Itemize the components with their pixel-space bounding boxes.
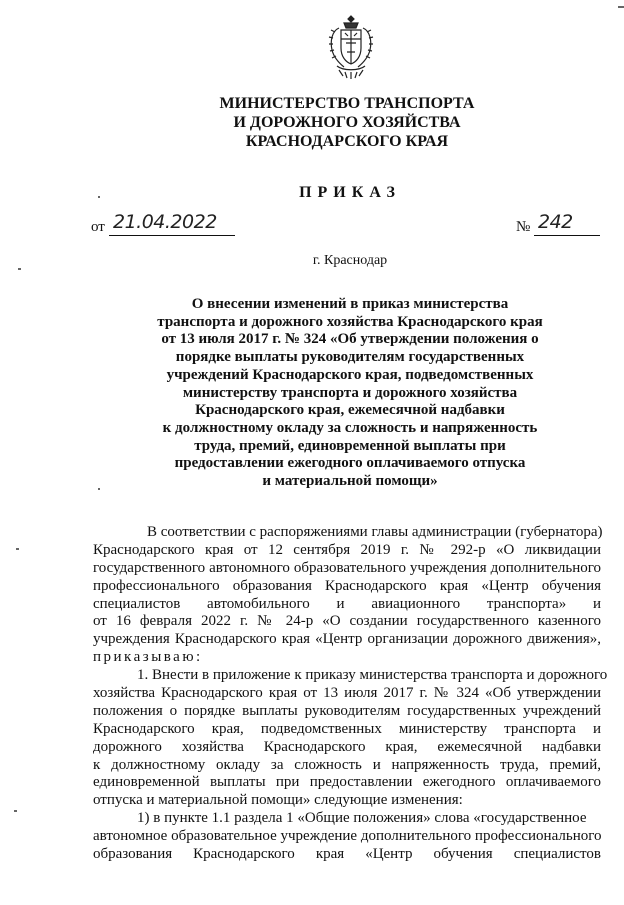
coat-of-arms-icon [327,14,375,80]
body-line: специалистов автомобильного и авиационного транспорта» и [93,595,601,612]
body-line: отпуска и материальной помощи» следующие изменения: [93,792,463,809]
body-line: единовременной выплаты при предоставлении ежегодного оплачиваемого [93,774,601,791]
date-number-line [91,213,601,239]
ministry-line: КРАСНОДАРСКОГО КРАЯ [245,133,449,150]
handwritten-date: 21.04.2022 [113,211,217,233]
body-line: от 16 февраля 2022 г. № 24-р «О создании государственного казенного [93,613,601,630]
scan-speck [98,488,100,490]
scan-speck [14,810,17,812]
city: г. Краснодар [312,253,388,268]
subject-line: предоставлении ежегодного оплачиваемого отпуска [174,455,526,472]
subject-line: от 13 июля 2017 г. № 324 «Об утверждении положения о [161,331,539,348]
number-label: № [516,219,531,235]
body-line: приказываю: [93,649,203,666]
subject-line: Краснодарского края, ежемесячной надбавки [195,402,505,419]
ministry-name [150,94,544,151]
subject-line: и материальной помощи» [262,473,438,490]
handwritten-number: 242 [538,211,573,233]
order-title: ПРИКАЗ [299,184,401,201]
body-line: 1) в пункте 1.1 раздела 1 «Общие положения» слова «государственное [137,810,587,827]
subject-line: учреждений Краснодарского края, подведомственных [166,366,534,383]
date-label: от [91,219,105,235]
body-line: Краснодарского края от 12 сентября 2019 г. № 292-р «О ликвидации [93,541,601,558]
body-line: дорожного хозяйства Краснодарского края, ежемесячной надбавки [93,738,601,755]
scan-speck [98,196,100,198]
subject-line: транспорта и дорожного хозяйства Краснодарского края [157,313,543,330]
subject-line: труда, премий, единовременной выплаты при [194,437,506,454]
body-line: профессионального образования Краснодарского края «Центр обучения [93,577,601,594]
ministry-line: И ДОРОЖНОГО ХОЗЯЙСТВА [233,114,461,131]
body-line: автономное образовательное учреждение дополнительного профессионального [93,828,602,845]
date-field [109,213,235,236]
subject-line: порядке выплаты руководителям государственных [175,349,525,366]
body-line: к должностному окладу за сложность и напряженность труда, премий, [93,756,601,773]
order-subject [130,296,570,491]
body-line: положения о порядке выплаты руководителям государственных учреждений [93,702,601,719]
body-line: образования Краснодарского края «Центр обучения специалистов [93,846,601,863]
body-line: 1. Внести в приложение к приказу министерства транспорта и дорожного [137,667,608,684]
body-line: государственного автономного образовательного учреждения дополнительного [93,559,601,576]
scan-speck [18,268,21,270]
number-field [534,213,600,236]
order-body [93,524,608,864]
body-line: Краснодарского края, подведомственных министерству транспорта и [93,720,601,737]
scan-speck [16,548,19,550]
body-line: хозяйства Краснодарского края от 13 июля 2017 г. № 324 «Об утверждении [93,685,601,702]
subject-line: О внесении изменений в приказ министерства [191,296,509,312]
ministry-line: МИНИСТЕРСТВО ТРАНСПОРТА [219,95,475,112]
body-line: В соответствии с распоряжениями главы администрации (губернатора) [147,524,603,540]
subject-line: к должностному окладу за сложность и напряженность [162,419,538,436]
body-line: учреждения Краснодарского края «Центр организации дорожного движения», [93,631,601,648]
subject-line: министерству транспорта и дорожного хозяйства [182,384,518,401]
scan-speck [618,6,624,8]
